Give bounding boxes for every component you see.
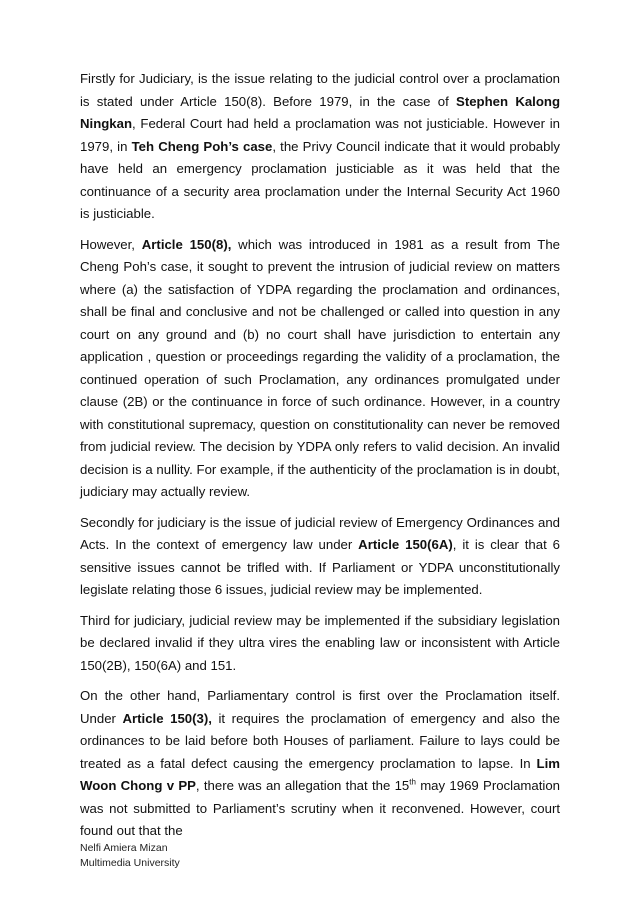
paragraph-3 [80,512,560,602]
paragraph-2 [80,234,560,504]
footer-institution: Multimedia University [80,857,180,869]
bold-run: Teh Cheng Poh’s case [131,138,273,154]
text-run: On the other hand, Parliamentary control is first over the Proclamation itself. Under [80,688,560,726]
text-run: may 1969 Proclamation was not submitted to Parliament’s scrutiny when it reconvened. However, court found out that the [80,778,560,838]
text-run: which was introduced in 1981 as a result from The Cheng Poh’s case, it sought to prevent the intrusion of judicial review on matters where (a) the satisfaction of YDPA regarding the proclamation and ordinances, shall be final and conclusive and not be challenged or called into question in any court on any ground and (b) no court shall have jurisdiction to entertain any application , question or proceedings regarding the validity of a proclamation, the continued operation of such Proclamation, any ordinances promulgated under clause (2B) or the continuance in force of such ordinance. However, in a country with constitutional supremacy, question on constitutionality can never be removed from judicial review. The decision by YDPA only refers to valid decision. An invalid decision is a nullity. For example, if the authenticity of the proclamation is in doubt, judiciary may actually review. [80,236,560,499]
text-run: Firstly for Judiciary, is the issue relating to the judicial control over a proclamation is stated under Article 150(8). Before 1979, in the case of [80,71,560,109]
bold-run: Stephen Kalong Ningkan [80,93,561,131]
text-run: , there was an allegation that the 15 [195,778,410,793]
text-run: However, [80,236,142,252]
document-body [80,68,560,851]
text-run: Secondly for judiciary is the issue of judicial review of Emergency Ordinances and Acts. In the context of emergency law under [80,514,560,552]
superscript-run: th [409,777,416,787]
text-run: it requires the proclamation of emergency and also the ordinances to be laid before both Houses of parliament. Failure to lays could be treated as a fatal defect causing the emergency proclamation to lapse. In [80,710,560,771]
text-run: , Federal Court had held a proclamation was not justiciable. However in 1979, in [80,116,560,154]
paragraph-5 [80,685,560,843]
bold-run: Article 150(6A) [358,537,453,552]
text-run: Third for judiciary, judicial review may be implemented if the subsidiary legislation be declared invalid if they ultra vires the enabling law or inconsistent with Article 150(2B), 150(6A) and 151. [80,612,560,673]
text-run: , it is clear that 6 sensitive issues cannot be trifled with. If Parliament or YDPA unconstitutionally legislate relating those 6 issues, judicial review may be implemented. [80,537,560,597]
page-footer [80,841,180,871]
paragraph-1 [80,68,560,226]
bold-run: Lim Woon Chong v PP [80,755,560,793]
bold-run: Article 150(8), [141,236,232,252]
footer-author: Nelfi Amiera Mizan [80,842,168,854]
paragraph-4 [80,610,560,678]
text-run: , the Privy Council indicate that it would probably have held an emergency proclamation justiciable as it was held that the continuance of a security area proclamation under the Internal Security Act 1960 is justiciable. [80,138,560,221]
bold-run: Article 150(3), [122,710,212,726]
